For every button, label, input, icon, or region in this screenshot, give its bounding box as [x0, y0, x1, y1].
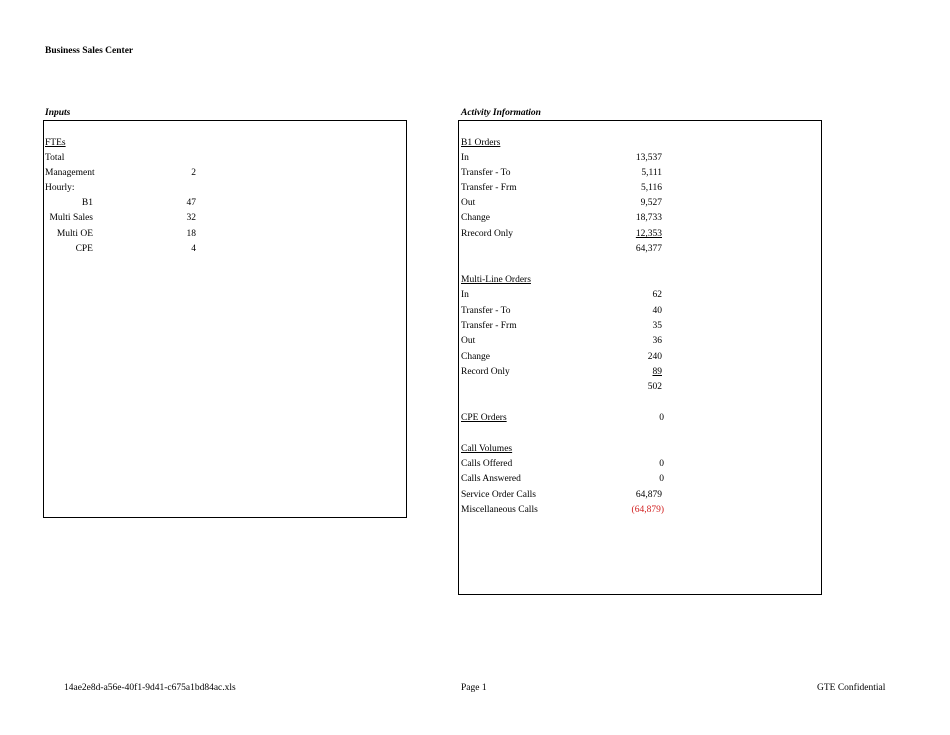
- input-label-hourly: Hourly:: [45, 183, 75, 193]
- ml-label-out: Out: [461, 336, 476, 346]
- b1-orders-title: B1 Orders: [461, 138, 501, 148]
- b1-label-out: Out: [461, 198, 476, 208]
- ml-value-transfer-to: 40: [652, 306, 662, 316]
- cv-label-service-order-calls: Service Order Calls: [461, 490, 536, 500]
- input-value-cpe: 4: [191, 244, 196, 254]
- b1-label-in: In: [461, 153, 469, 163]
- ml-value-out: 36: [652, 336, 662, 346]
- input-value-management: 2: [191, 168, 196, 178]
- b1-value-in: 13,537: [635, 153, 662, 163]
- activity-heading: Activity Information: [461, 108, 541, 118]
- inputs-box: [43, 120, 407, 518]
- cv-value-service-order-calls: 64,879: [635, 490, 662, 500]
- cv-value-misc-calls: (64,879): [631, 505, 664, 515]
- ml-value-in: 62: [652, 290, 662, 300]
- b1-value-transfer-frm: 5,116: [640, 183, 662, 193]
- input-value-multi-oe: 18: [186, 229, 196, 239]
- footer-filename: 14ae2e8d-a56e-40f1-9d41-c675a1bd84ac.xls: [64, 683, 236, 693]
- b1-label-record-only: Rrecord Only: [461, 229, 513, 239]
- inputs-heading: Inputs: [45, 108, 71, 118]
- b1-label-transfer-to: Transfer - To: [461, 168, 511, 178]
- cv-value-calls-answered: 0: [659, 474, 664, 484]
- input-value-multi-sales: 32: [186, 213, 196, 223]
- footer-confidential: GTE Confidential: [817, 683, 886, 693]
- b1-value-change: 18,733: [635, 213, 662, 223]
- input-label-cpe: CPE: [75, 244, 93, 254]
- input-label-multi-sales: Multi Sales: [49, 213, 93, 223]
- cv-label-calls-offered: Calls Offered: [461, 459, 513, 469]
- cpe-orders-value: 0: [659, 413, 664, 423]
- b1-value-out: 9,527: [640, 198, 662, 208]
- cpe-orders-title: CPE Orders: [461, 413, 507, 423]
- cv-value-calls-offered: 0: [659, 459, 664, 469]
- call-volumes-title: Call Volumes: [461, 444, 513, 454]
- input-label-total: Total: [45, 153, 65, 163]
- ml-label-transfer-frm: Transfer - Frm: [461, 321, 517, 331]
- ml-label-change: Change: [461, 352, 491, 362]
- ml-label-record-only: Record Only: [461, 367, 510, 377]
- b1-value-record-only: 12,353: [635, 229, 662, 239]
- multi-line-orders-title: Multi-Line Orders: [461, 275, 531, 285]
- cv-label-calls-answered: Calls Answered: [461, 474, 521, 484]
- input-value-b1: 47: [186, 198, 196, 208]
- b1-label-transfer-frm: Transfer - Frm: [461, 183, 517, 193]
- ml-label-in: In: [461, 290, 469, 300]
- input-label-b1: B1: [81, 198, 93, 208]
- input-label-management: Management: [45, 168, 95, 178]
- input-label-multi-oe: Multi OE: [56, 229, 93, 239]
- cv-label-misc-calls: Miscellaneous Calls: [461, 505, 538, 515]
- ml-value-change: 240: [647, 352, 662, 362]
- ftes-section-title: FTEs: [45, 138, 66, 148]
- ml-value-transfer-frm: 35: [652, 321, 662, 331]
- ml-label-transfer-to: Transfer - To: [461, 306, 511, 316]
- ml-value-record-only: 89: [652, 367, 662, 377]
- b1-total: 64,377: [635, 244, 662, 254]
- b1-label-change: Change: [461, 213, 491, 223]
- footer-page-number: Page 1: [461, 683, 487, 693]
- ml-total: 502: [647, 382, 662, 392]
- b1-value-transfer-to: 5,111: [641, 168, 662, 178]
- page-title: Business Sales Center: [45, 46, 134, 56]
